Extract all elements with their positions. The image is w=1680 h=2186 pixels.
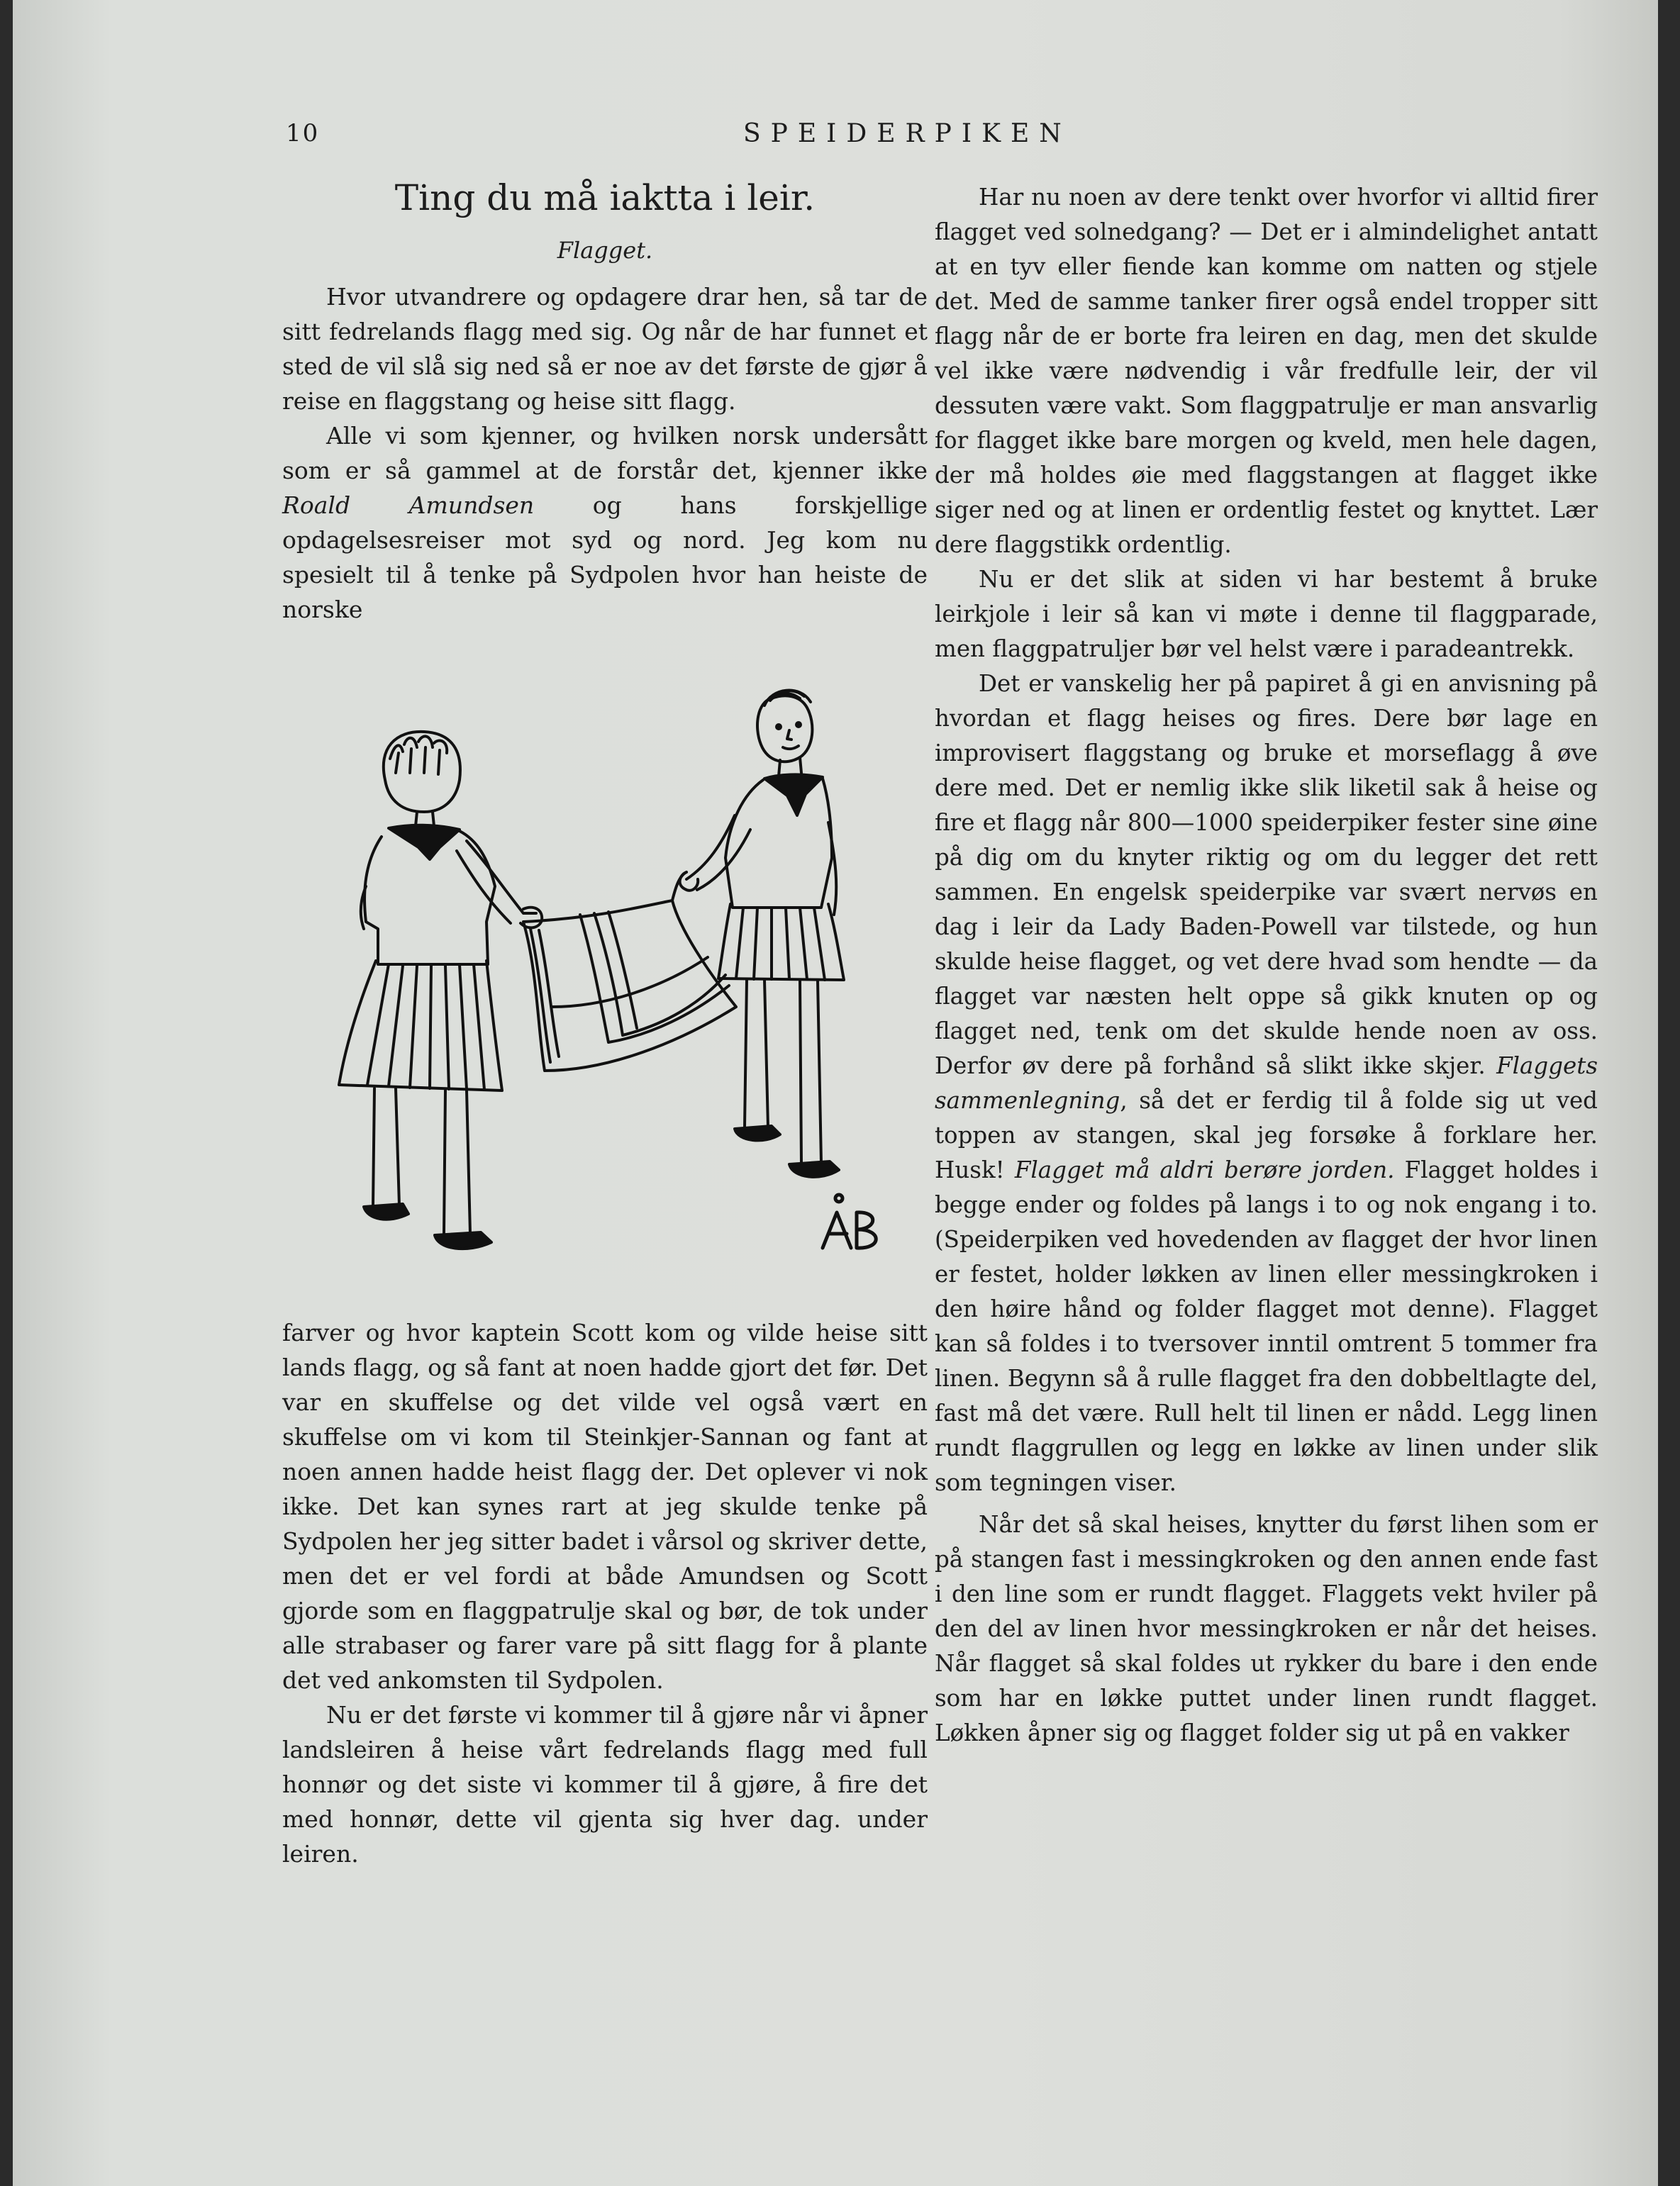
section-heading-inline: Flaggets sammenlegning — [935, 1052, 1598, 1114]
left-column-top — [282, 177, 928, 627]
paragraph: Hvor utvandrere og opdagere drar hen, så tar de sitt fedrelands flagg med sig. Og når de har funnet et sted de vil slå sig ned så er noe av det første de gjør å reise en flaggstang og heise sitt flagg. — [282, 283, 928, 415]
two-girls-folding-flag-drawing — [311, 674, 906, 1283]
paragraph — [935, 667, 1598, 1500]
article-title: Ting du må iaktta i leir. — [394, 177, 816, 218]
running-title: SPEIDERPIKEN — [743, 119, 1072, 148]
paragraph: farver og hvor kaptein Scott kom og vilde heise sitt lands flagg, og så fant at noen hadde gjort det før. Det var en skuffelse og det vilde vel også vært en skuffelse om vi kom til Steinkjer-Sannan og fant at noen annen hadde heist flagg der. Det oplever vi nok ikke. Det kan synes rart at jeg skulde tenke på Sydpolen her jeg sitter badet i vårsol og skriver dette, men det er vel fordi at både Amundsen og Scott gjorde som en flaggpatrulje skal og bør, de tok under alle strabaser og farer vare på sitt flagg for å plante det ved ankomsten til Sydpolen. — [282, 1319, 928, 1694]
text-run: Flagget holdes i begge ender og foldes på langs i to og nok engang i to. (Speiderpiken ved hovedenden av flagget der hvor linen er festet, holder løkken av linen eller messingkroken i den høire hånd og folder flagget mot denne). Flagget kan så foldes i to tversover inntil omtrent 5 tommer fra linen. Begynn så å rulle flagget fra den dobbeltlagte del, fast må det være. Rull helt til linen er nådd. Legg linen rundt flaggrullen og legg en løkke av linen under slik som tegningen viser. — [935, 1156, 1598, 1496]
page-number: 10 — [286, 119, 320, 147]
rule-emphasis: Flagget må aldri berøre jorden. — [1014, 1156, 1395, 1183]
person-name: Roald Amundsen — [282, 491, 535, 519]
article-subtitle: Flagget. — [557, 237, 653, 264]
magazine-page — [13, 0, 1658, 2186]
paragraph: Har nu noen av dere tenkt over hvorfor vi alltid firer flagget ved solnedgang? — Det er i almindelighet antatt at en tyv eller fiende kan komme om natten og stjele det. Med de samme tanker firer også endel tropper sitt flagg når de er borte fra leiren en dag, men det skulde vel ikke være nødvendig i vår fredfulle leir, der vil dessuten være vakt. Som flaggpatrulje er man ansvarlig for flagget ikke bare morgen og kveld, men hele dagen, der må holdes øie med flaggstangen at flagget ikke siger ned og at linen er ordentlig festet og knyttet. Lær dere flaggstikk ordentlig. — [935, 184, 1598, 558]
artist-signature — [823, 1195, 876, 1248]
paragraph: Nu er det første vi kommer til å gjøre når vi åpner landsleiren å heise vårt fedrelands flagg med full honnør og det siste vi kommer til å gjøre, å fire det med honnør, dette vil gjenta sig hver dag. under leiren. — [282, 1701, 928, 1868]
paragraph: Nu er det slik at siden vi har bestemt å bruke leirkjole i leir så kan vi møte i denne til flaggparade, men flaggpatruljer bør vel helst være i paradeantrekk. — [935, 566, 1598, 662]
text-run: , så det er ferdig til å folde sig ut ved toppen av stangen, skal jeg forsøke å forklare her. Husk! — [935, 1087, 1598, 1183]
text-run: Alle vi som kjenner, og hvilken norsk undersått som er så gammel at de forstår det, kjenner ikke — [282, 422, 928, 484]
text-run: Det er vanskelig her på papiret å gi en anvisning på hvordan et flagg heises og fires. Dere bør lage en improvisert flaggstang og bruke et morseflagg å øve dere med. Det er nemlig ikke slik liketil sak å heise og fire et flagg når 800—1000 speiderpiker fester sine øine på dig om du knyter riktig og om du legger det rett sammen. En engelsk speiderpike var svært nervøs en dag i leir da Lady Baden-Powell var tilstede, og hun skulde heise flagget, og vet dere hvad som hendte — da flagget var næsten helt oppe så gikk knuten op og flagget ned, tenk om det skulde hende noen av oss. Derfor øv dere på forhånd så slikt ikke skjer. — [935, 670, 1598, 1079]
right-column — [935, 180, 1598, 1751]
paragraph — [282, 418, 928, 627]
left-column-bottom — [282, 1315, 928, 1871]
paper-sheet — [13, 0, 1658, 2186]
text-run: og hans forskjellige opdagelsesreiser mot syd og nord. Jeg kom nu spesielt til å tenke på Sydpolen hvor han heiste de norske — [282, 491, 928, 623]
paragraph: Når det så skal heises, knytter du først lihen som er på stangen fast i messingkroken og den annen ende fast i den line som er rundt flagget. Flaggets vekt hviler på den del av linen hvor messingkroken er når det heises. Når flagget så skal foldes ut rykker du bare i den ende som har en løkke puttet under linen rundt flagget. Løkken åpner sig og flagget folder sig ut på en vakker — [935, 1511, 1598, 1746]
